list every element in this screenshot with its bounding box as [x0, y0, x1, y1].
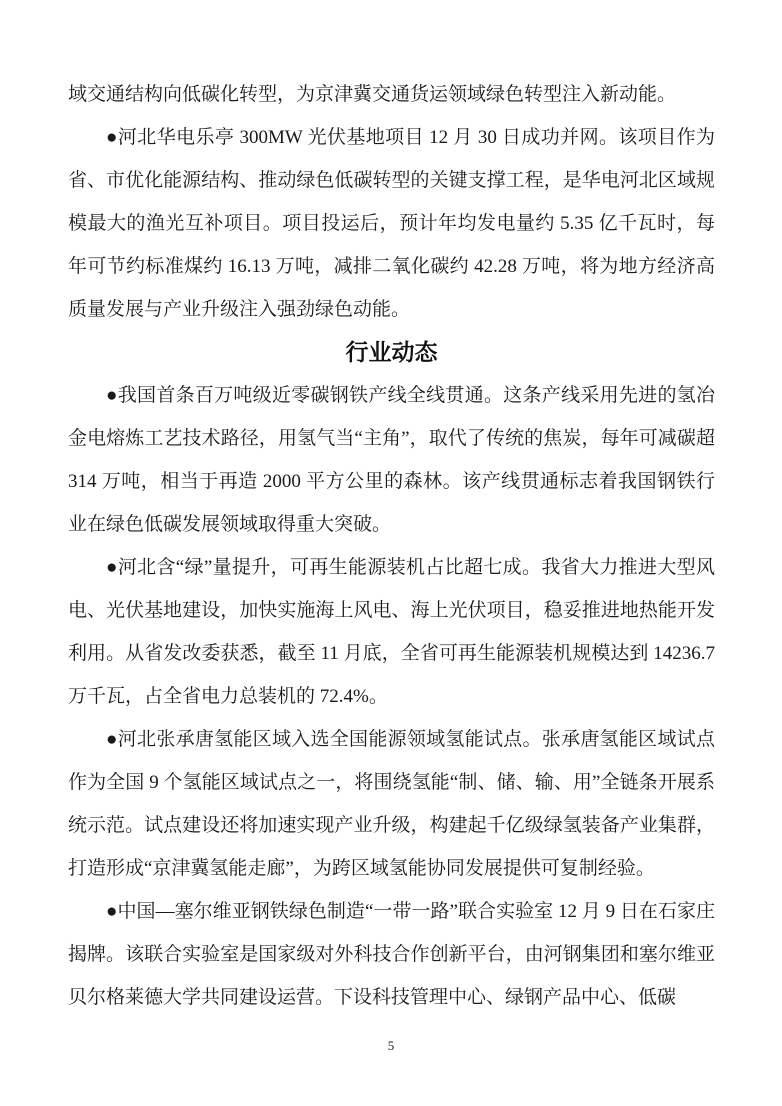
bullet-icon: ●	[106, 557, 118, 578]
news-item-text: 我国首条百万吨级近零碳钢铁产线全线贯通。这条产线采用先进的氢冶金电熔炼工艺技术路径，用氢气当“主角”，取代了传统的焦炭，每年可减碳超 314 万吨，相当于再造 2000 平方公里的森林。该产线贯通标志着我国钢铁行业在绿色低碳发展领域取得重大突破。	[68, 385, 715, 535]
news-item	[68, 718, 715, 890]
news-item	[68, 546, 715, 718]
news-item	[68, 890, 715, 1019]
news-item-text: 河北华电乐亭 300MW 光伏基地项目 12 月 30 日成功并网。该项目作为省、市优化能源结构、推动绿色低碳转型的关键支撑工程，是华电河北区域规模最大的渔光互补项目。项目投运后，预计年均发电量约 5.35 亿千瓦时，每年可节约标准煤约 16.13 万吨，减排二氧化碳约 42.28 万吨，将为地方经济高质量发展与产业升级注入强劲绿色动能。	[68, 127, 715, 320]
document-content	[68, 73, 715, 1019]
bullet-icon: ●	[106, 127, 118, 148]
page-number: 5	[387, 1038, 395, 1053]
bullet-icon: ●	[106, 729, 118, 750]
bullet-icon: ●	[106, 385, 118, 406]
section-heading: 行业动态	[345, 339, 438, 365]
news-item-text: 河北含“绿”量提升，可再生能源装机占比超七成。我省大力推进大型风电、光伏基地建设，加快实施海上风电、海上光伏项目，稳妥推进地热能开发利用。从省发改委获悉，截至 11 月底，全省可再生能源装机规模达到 14236.7 万千瓦，占全省电力总装机的 72.4%。	[68, 557, 715, 707]
bullet-icon: ●	[106, 901, 118, 922]
continuation-paragraph: 域交通结构向低碳化转型，为京津冀交通货运领域绿色转型注入新动能。	[68, 84, 677, 105]
news-item	[68, 116, 715, 331]
news-item-text: 河北张承唐氢能区域入选全国能源领域氢能试点。张承唐氢能区域试点作为全国 9 个氢能区域试点之一，将围绕氢能“制、储、输、用”全链条开展系统示范。试点建设还将加速实现产业升级，构建起千亿级绿氢装备产业集群，打造形成“京津冀氢能走廊”，为跨区域氢能协同发展提供可复制经验。	[68, 729, 715, 879]
news-item-text: 中国—塞尔维亚钢铁绿色制造“一带一路”联合实验室 12 月 9 日在石家庄揭牌。该联合实验室是国家级对外科技合作创新平台，由河钢集团和塞尔维亚贝尔格莱德大学共同建设运营。下设科技管理中心、绿钢产品中心、低碳	[68, 901, 715, 1008]
news-item	[68, 374, 715, 546]
